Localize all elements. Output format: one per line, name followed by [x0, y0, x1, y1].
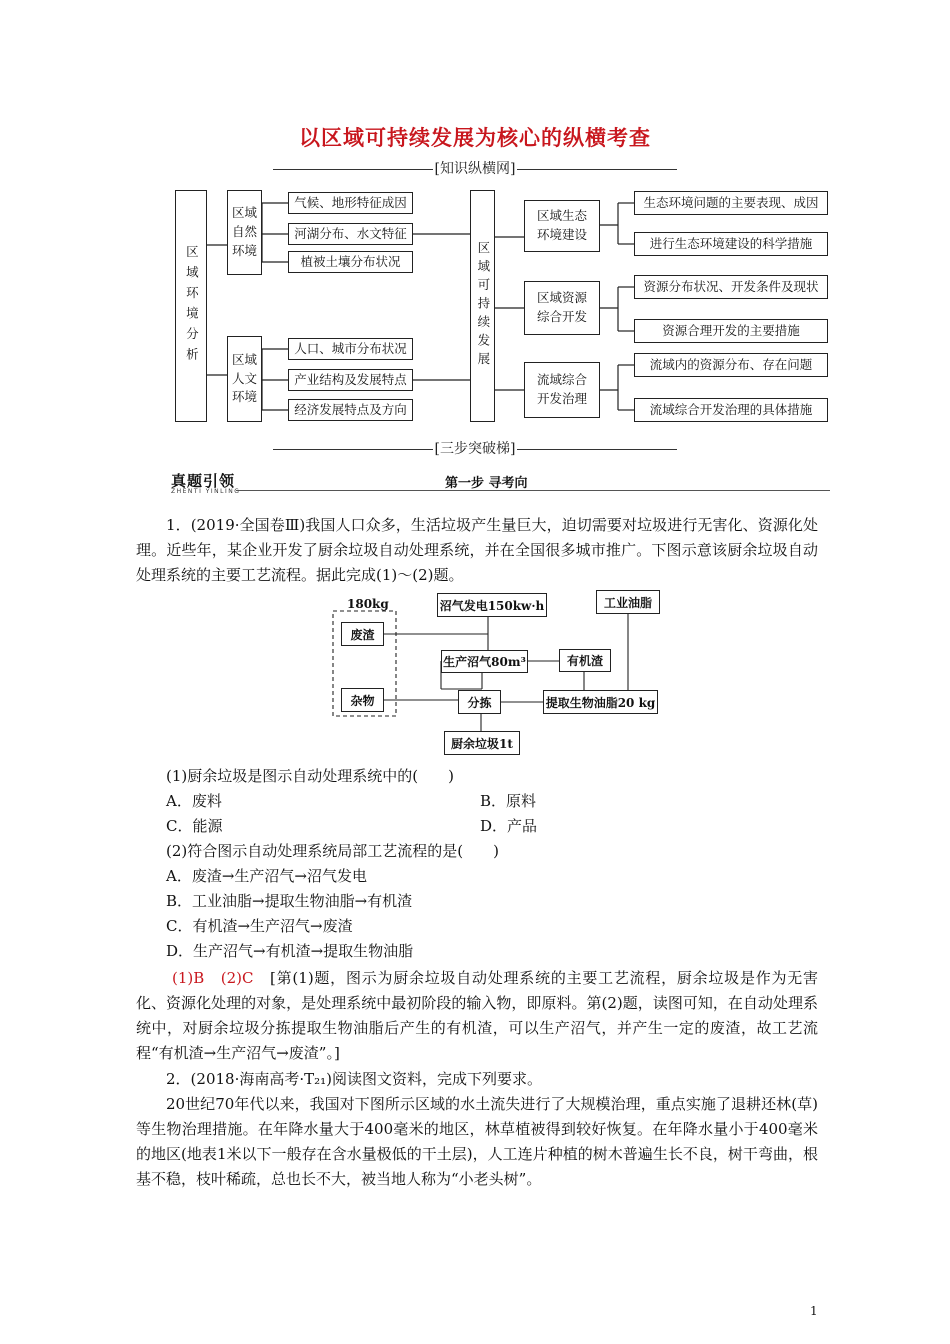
page-title: 以区域可持续发展为核心的纵横考查: [299, 126, 651, 150]
map-item-human: 人口、城市分布状况: [288, 338, 413, 360]
flow-node-kitchen-waste: 厨余垃圾1t: [444, 731, 520, 755]
option: D．生产沼气→有机渣→提取生物油脂: [166, 942, 414, 960]
flow-label-weight: 180kg: [347, 597, 389, 611]
map-item-natural: 河湖分布、水文特征: [288, 223, 413, 245]
answer-explanation: [第(1)题，图示为厨余垃圾自动处理系统的主要工艺流程，厨余垃圾是作为无害化、资源化处理的对象，是处理系统中最初阶段的输入物，即原料。第(2)题，读图可知，在自动处理系统中，对厨余垃圾分拣提取生物油脂后产生的有机渣，可以生产沼气，并产生一定的废渣，故工艺流程“有机渣→生产沼气→废渣”。]: [136, 969, 818, 1062]
flow-node-biogas-production: 生产沼气80m³: [441, 650, 528, 673]
option: C．能源: [166, 817, 223, 835]
banner-step: 第一步 寻考向: [445, 476, 528, 491]
flow-node-organic-residue: 有机渣: [559, 649, 611, 672]
option: B．工业油脂→提取生物油脂→有机渣: [166, 892, 413, 910]
banner-title: 真题引领: [171, 472, 236, 490]
map-item-human: 经济发展特点及方向: [288, 399, 413, 421]
question-2-stem: 2．(2018·海南高考·T₂₁)阅读图文资料，完成下列要求。: [166, 1070, 542, 1088]
option: B．原料: [480, 792, 537, 810]
flow-node-sorting: 分拣: [458, 690, 501, 714]
map-item-resources: 资源合理开发的主要措施: [634, 319, 828, 343]
option: D．产品: [480, 817, 538, 835]
map-node-regional-environment-analysis: 区域环境分析: [175, 190, 207, 422]
map-item-ecology: 生态环境问题的主要表现、成因: [634, 191, 828, 215]
map-node-resources: 区域资源综合开发: [524, 281, 600, 335]
section-label: [知识纵横网]: [434, 161, 516, 177]
flow-node-industrial-oil: 工业油脂: [596, 590, 660, 614]
map-node-natural-environment: 区域自然环境: [227, 190, 262, 275]
map-item-human: 产业结构及发展特点: [288, 369, 413, 391]
flow-node-bio-oil-extraction: 提取生物油脂20 kg: [543, 690, 658, 714]
map-item-ecology: 进行生态环境建设的科学措施: [634, 232, 828, 256]
answer-key: (1)B (2)C: [172, 969, 254, 987]
question-2-paragraph: 20世纪70年代以来，我国对下图所示区域的水土流失进行了大规模治理，重点实施了退耕还林(草)等生物治理措施。在年降水量大于400毫米的地区，林草植被得到较好恢复。在年降水量小于400毫米的地区(地表1米以下一般存在含水量极低的干土层)，人工连片种植的树木普遍生长不良，树干弯曲，根基不稳，枝叶稀疏，总也长不大，被当地人称为“小老头树”。: [136, 1095, 818, 1188]
flow-node-waste-residue: 废渣: [341, 622, 384, 646]
flow-node-biogas-power: 沼气发电150kw·h: [437, 593, 547, 617]
map-item-resources: 资源分布状况、开发条件及现状: [634, 275, 828, 299]
option: C．有机渣→生产沼气→废渣: [166, 917, 353, 935]
map-node-ecology: 区域生态环境建设: [524, 200, 600, 252]
question-1-answer: [136, 966, 818, 1066]
map-item-natural: 气候、地形特征成因: [288, 192, 413, 214]
page-number: 1: [810, 1304, 818, 1318]
banner-subtitle: ZHENTI YINLING: [171, 488, 241, 495]
section-label: [三步突破梯]: [434, 441, 516, 457]
map-node-human-environment: 区域人文环境: [227, 336, 262, 422]
map-item-watershed: 流域综合开发治理的具体措施: [634, 398, 828, 422]
map-node-watershed: 流域综合开发治理: [524, 362, 600, 418]
map-item-natural: 植被土壤分布状况: [288, 251, 413, 273]
option: A．废料: [166, 792, 222, 810]
flow-node-debris: 杂物: [341, 688, 384, 712]
question-1-sub-1: (1)厨余垃圾是图示自动处理系统中的( ): [166, 767, 454, 785]
question-1-stem: 1．(2019·全国卷Ⅲ)我国人口众多，生活垃圾产生量巨大，迫切需要对垃圾进行无害化、资源化处理。近些年，某企业开发了厨余垃圾自动处理系统，并在全国很多城市推广。下图示意该厨余垃圾自动处理系统的主要工艺流程。据此完成(1)～(2)题。: [136, 516, 818, 584]
option: A．废渣→生产沼气→沼气发电: [166, 867, 367, 885]
map-node-sustainable-development: 区域可持续发展: [470, 190, 495, 422]
map-item-watershed: 流域内的资源分布、存在问题: [634, 353, 828, 377]
question-1-sub-2: (2)符合图示自动处理系统局部工艺流程的是( ): [166, 842, 499, 860]
